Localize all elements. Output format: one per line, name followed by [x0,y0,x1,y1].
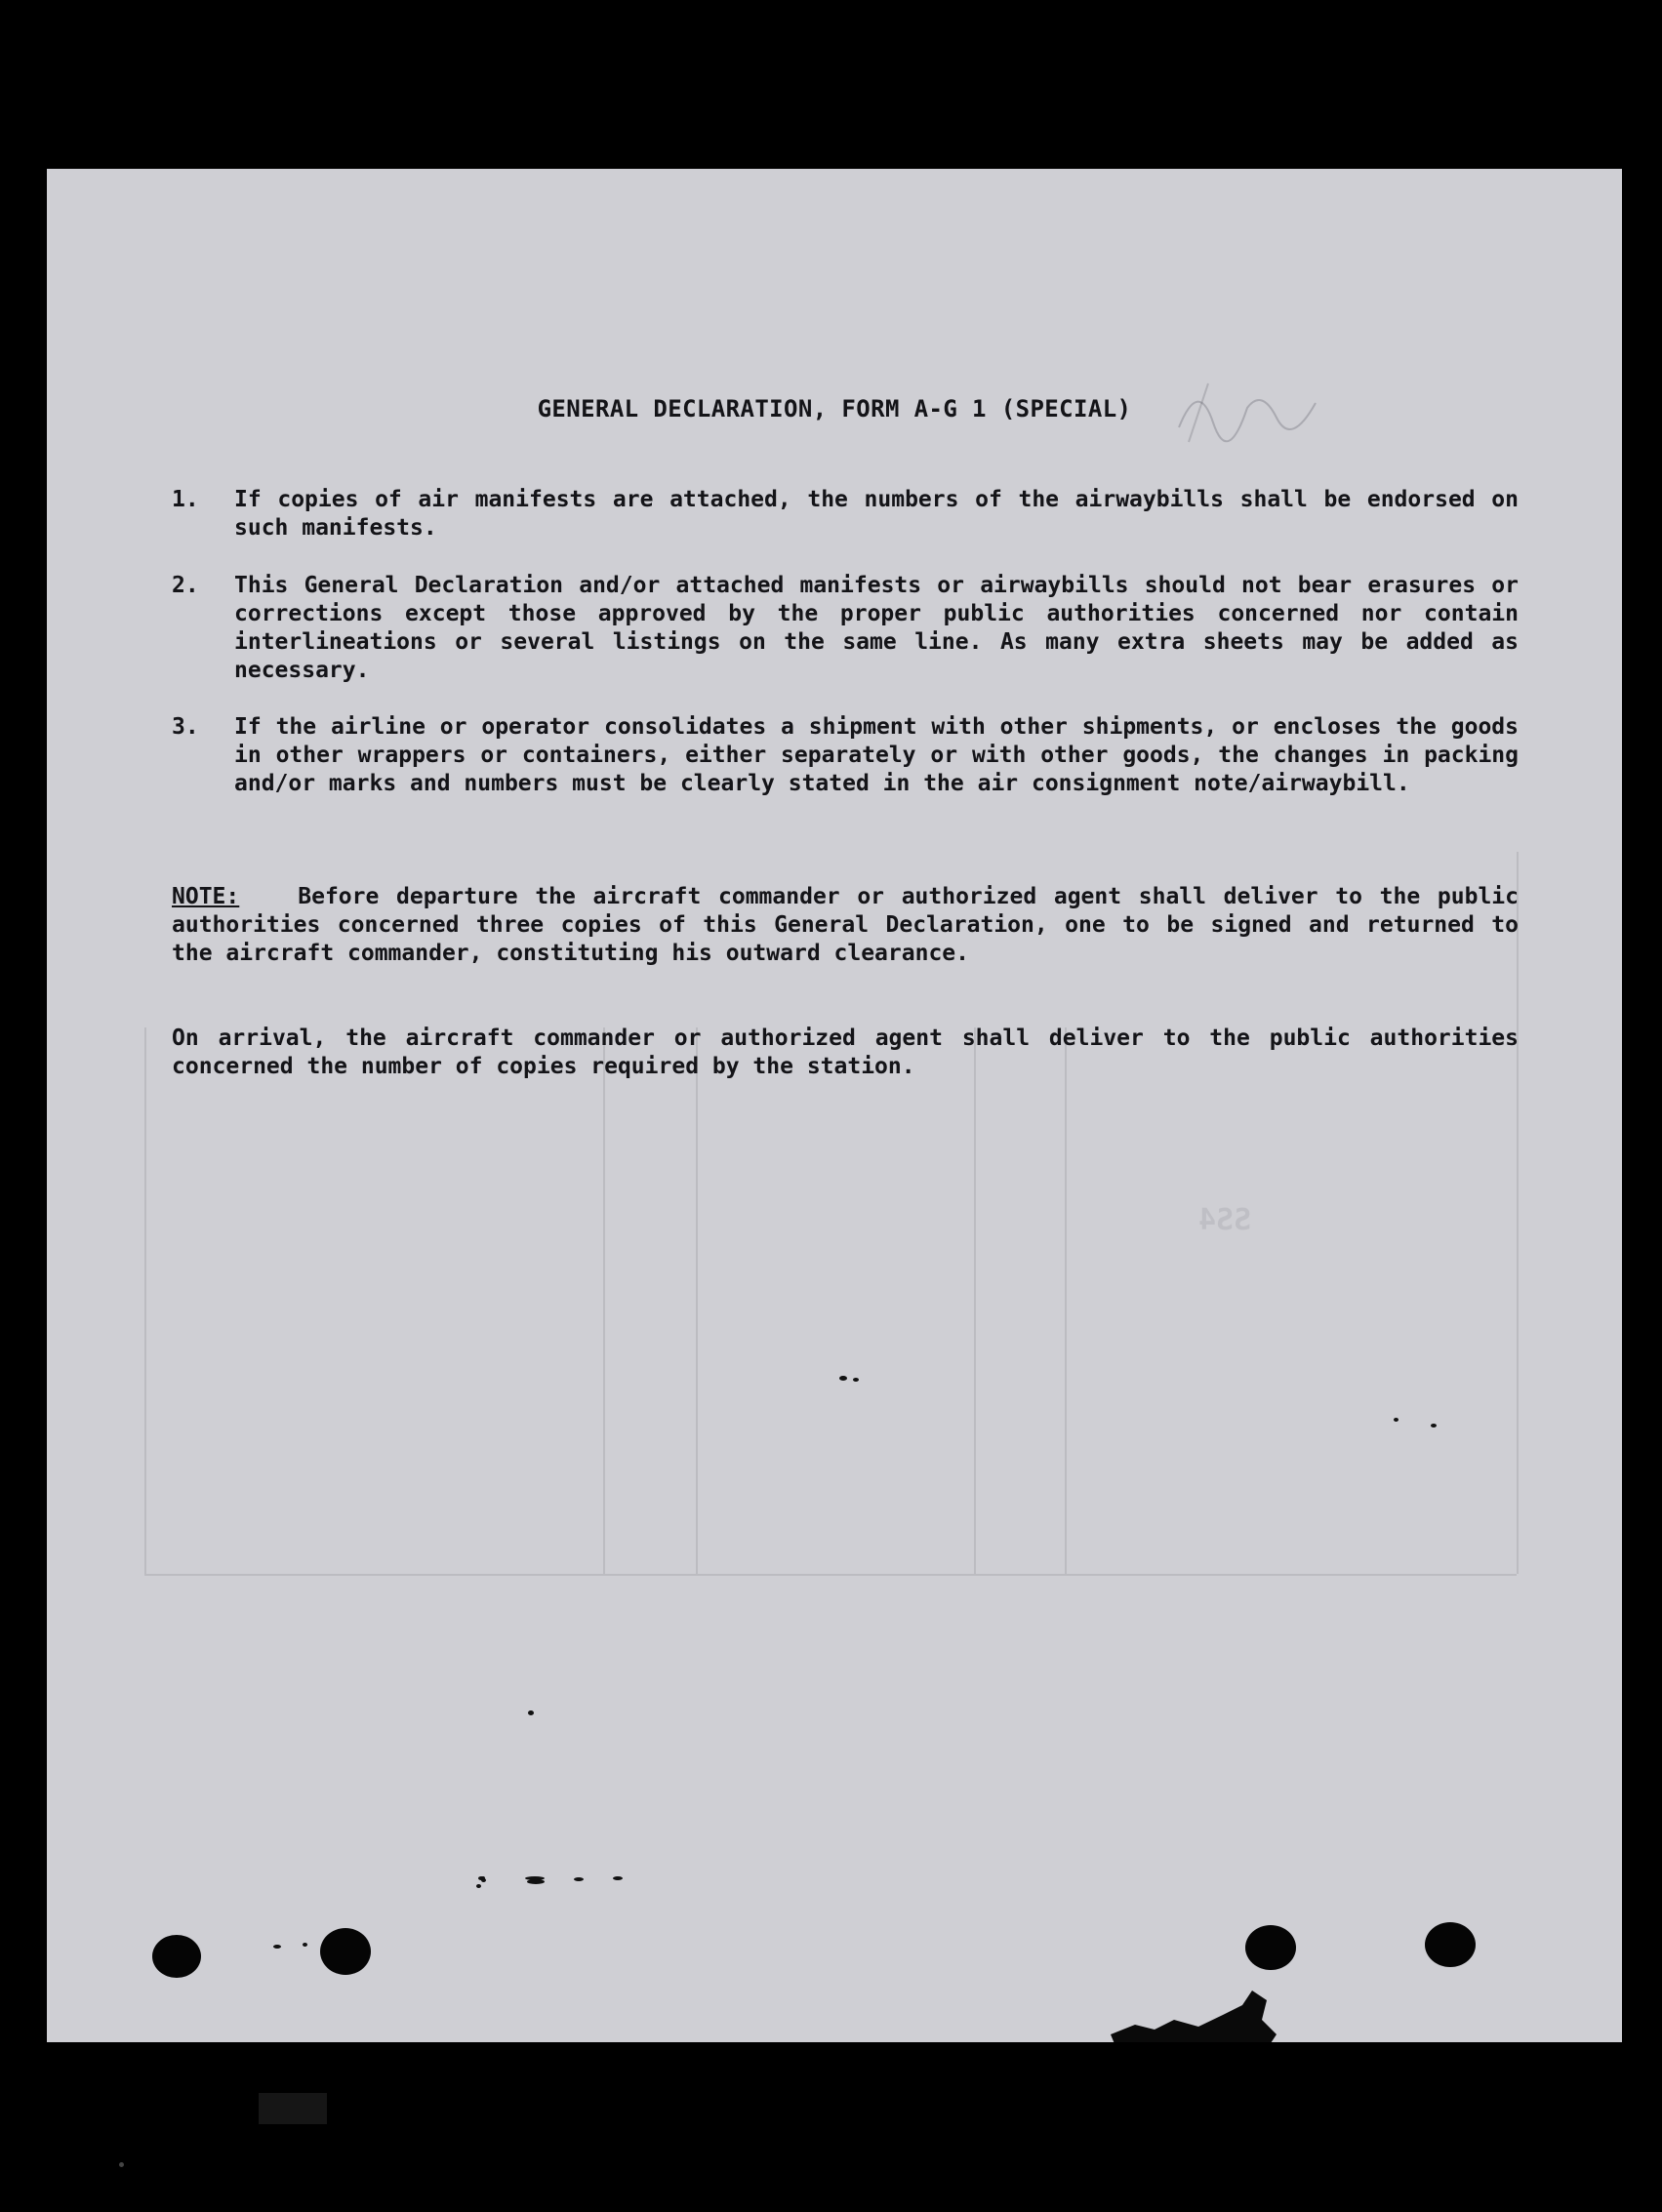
ink-speck [527,1879,545,1884]
item-text: This General Declaration and/or attached manifests or airwaybills should not bear erasures or corrections except those approved by the proper public authorities concerned nor contain interlineations or several listings on the same line. As many extra sheets may be added as necessary. [234,573,1519,683]
ink-speck [1394,1418,1399,1422]
item-number: 1. [172,487,199,512]
ink-speck [839,1376,847,1381]
note-text: Before departure the aircraft commander or authorized agent shall deliver to the public authorities concerned three copies of this General Declaration, one to be signed and returned to the aircraft commander, constituting his outward clearance. [172,884,1519,966]
ink-speck [303,1943,307,1947]
ink-speck [476,1884,481,1888]
page-title: GENERAL DECLARATION, FORM A-G 1 (SPECIAL) [537,395,1132,422]
ink-speck [613,1876,623,1880]
ink-speck [528,1710,534,1715]
note-label: NOTE: [172,884,240,909]
bleed-through-rule [974,1027,976,1574]
note-paragraph [172,883,1519,968]
ink-speck [1431,1424,1437,1428]
item-text: If copies of air manifests are attached, the numbers of the airwaybills shall be endorsed on such manifests. [234,487,1519,541]
bleed-through-rule [603,1027,605,1574]
ink-speck [853,1378,859,1382]
item-text: If the airline or operator consolidates a shipment with other shipments, or encloses the goods in other wrappers or containers, either separately or with other goods, the changes in packing and/or marks and numbers must be clearly stated in the air consignment note/airwaybill. [234,714,1519,796]
bottom-faint-mark [259,2093,327,2124]
ink-speck [119,2162,124,2167]
punch-hole [1425,1922,1476,1967]
bleed-through-rule [144,1027,146,1574]
bleed-through-rule [1065,1027,1067,1574]
ink-speck [574,1877,584,1881]
ink-speck [481,1876,485,1880]
bleed-through-rule [696,1027,698,1574]
punch-hole [320,1928,371,1975]
ink-speck [273,1945,281,1949]
punch-hole [152,1935,201,1978]
arrival-paragraph [172,1025,1519,1081]
item-number: 2. [172,573,199,598]
arrival-text: On arrival, the aircraft commander or authorized agent shall deliver to the public authorities concerned the number of copies required by the station. [172,1026,1519,1079]
punch-hole [1245,1925,1296,1970]
bleed-through-mark: SS4 [1198,1203,1252,1237]
document-page [47,169,1622,2042]
ink-blot [1106,1976,1301,2042]
bleed-through-rule [144,1574,1517,1576]
item-number: 3. [172,714,199,740]
